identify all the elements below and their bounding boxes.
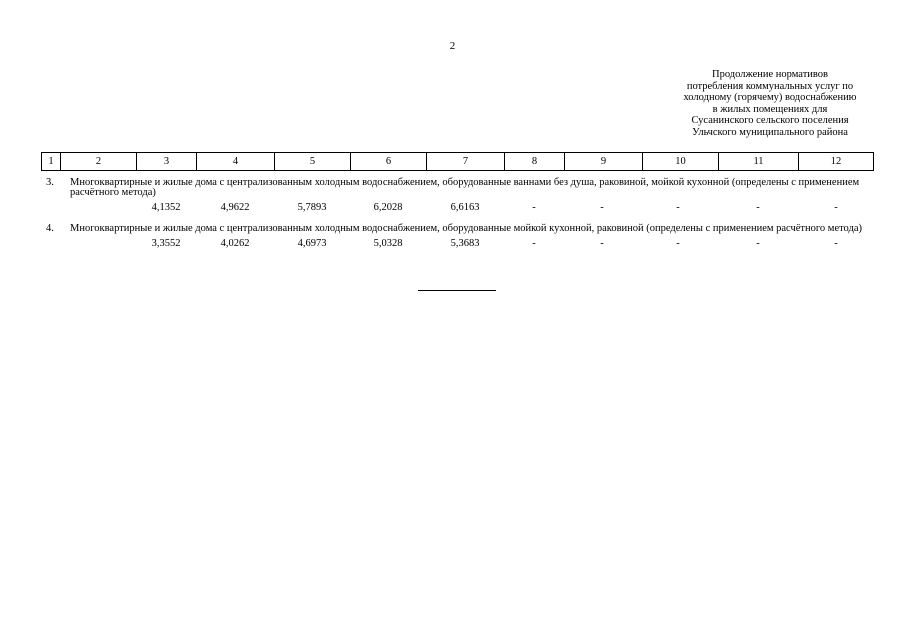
value-cell: - (756, 238, 760, 249)
value-cell: 5,0328 (373, 238, 403, 249)
value-cell: 6,6163 (450, 202, 480, 213)
heading-line: Ульчского муниципального района (692, 126, 848, 138)
value-cell: - (834, 238, 838, 249)
heading-line: потребления коммунальных услуг по (686, 80, 854, 92)
value-cell: 4,0262 (220, 238, 250, 249)
value-cell: - (532, 238, 536, 249)
section-number: 4. (46, 223, 54, 234)
value-cell: - (676, 202, 680, 213)
column-number: 2 (61, 153, 137, 171)
value-cell: - (532, 202, 536, 213)
column-number: 11 (719, 153, 799, 171)
section-title (46, 178, 874, 198)
section-title-text: Многоквартирные и жилые дома с централизованным холодным водоснабжением, оборудованные ваннами без душа, раковиной, мойкой кухонной (определены с применением расчётного метода) (70, 177, 860, 198)
values-row (46, 238, 874, 252)
heading-line: Сусанинского сельского поселения (691, 115, 849, 126)
column-number: 8 (505, 153, 565, 171)
value-cell: 4,9622 (220, 202, 250, 213)
value-cell: - (600, 238, 604, 249)
column-number: 7 (427, 153, 505, 171)
value-cell: 4,1352 (151, 202, 181, 213)
norm-section (46, 224, 874, 252)
column-number: 6 (351, 153, 427, 171)
section-title-text: Многоквартирные и жилые дома с централизованным холодным водоснабжением, оборудованные мойкой кухонной, раковиной (определены с применением расчётного метода) (70, 223, 863, 234)
page-number: 2 (449, 40, 456, 52)
column-number: 10 (643, 153, 719, 171)
value-cell: 6,2028 (373, 202, 403, 213)
heading-line: в жилых помещениях для (712, 103, 828, 115)
value-cell: 5,3683 (450, 238, 480, 249)
footer-separator-line (418, 290, 496, 291)
document-heading (640, 69, 900, 138)
value-cell: - (834, 202, 838, 213)
section-number: 3. (46, 177, 54, 188)
value-cell: - (600, 202, 604, 213)
column-number-row (41, 152, 874, 171)
value-cell: 4,6973 (297, 238, 327, 249)
value-cell: 3,3552 (151, 238, 181, 249)
value-cell: - (676, 238, 680, 249)
heading-line: холодному (горячему) водоснабжению (683, 92, 857, 103)
column-number: 5 (275, 153, 351, 171)
column-number: 3 (137, 153, 197, 171)
heading-line: Продолжение нормативов (712, 69, 828, 80)
column-number: 9 (565, 153, 643, 171)
column-number: 1 (42, 153, 61, 171)
column-number: 4 (197, 153, 275, 171)
norm-section (46, 178, 874, 216)
column-number: 12 (799, 153, 874, 171)
section-title (46, 224, 874, 234)
values-row (46, 202, 874, 216)
value-cell: 5,7893 (297, 202, 327, 213)
value-cell: - (756, 202, 760, 213)
